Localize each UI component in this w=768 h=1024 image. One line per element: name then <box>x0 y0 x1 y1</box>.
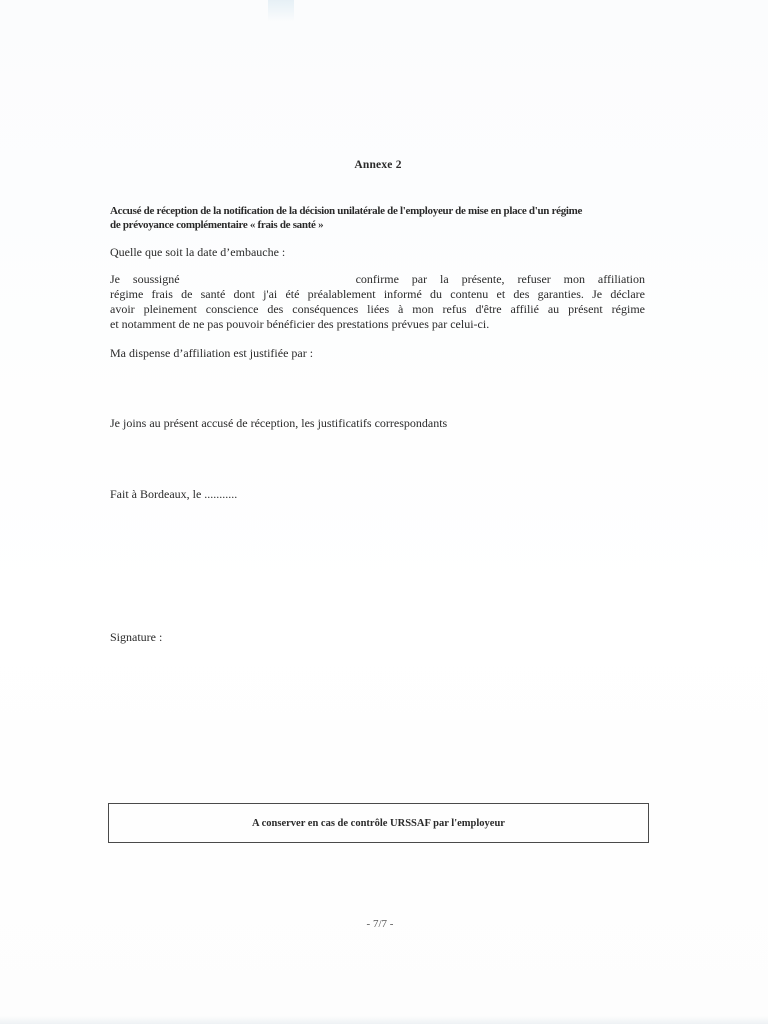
place-date-line: Fait à Bordeaux, le ........... <box>110 487 238 501</box>
urssaf-note-text: A conserver en cas de contrôle URSSAF par l'employeur <box>252 817 505 829</box>
paragraph-line-2: régime frais de santé dont j'ai été préalablement informé du contenu et des garanties. Je déclare <box>110 287 645 301</box>
heading-line-1: Accusé de réception de la notification de la décision unilatérale de l'employeur de mise en place d'un régime <box>110 205 583 217</box>
urssaf-note-box <box>108 803 649 843</box>
exemption-line: Ma dispense d’affiliation est justifiée par : <box>110 346 314 360</box>
page-number: - 7/7 - <box>366 918 394 930</box>
attachments-line: Je joins au présent accusé de réception, les justificatifs correspondants <box>110 416 448 430</box>
paragraph-line-1 <box>110 272 645 287</box>
document-heading <box>110 204 650 232</box>
refusal-paragraph <box>110 272 645 332</box>
paragraph-line-3: avoir pleinement conscience des conséquences liées à mon refus d'être affilié au présent régime <box>110 302 645 316</box>
hire-date-line: Quelle que soit la date d’embauche : <box>110 245 286 259</box>
heading-line-2: de prévoyance complémentaire « frais de santé » <box>110 219 324 231</box>
scan-edge <box>0 1016 768 1024</box>
signature-label: Signature : <box>110 630 163 644</box>
signer-label: Je soussigné <box>110 272 180 286</box>
scan-artifact <box>268 0 294 22</box>
paragraph-line-4: et notamment de ne pas pouvoir bénéficier des prestations prévues par celui-ci. <box>110 317 490 331</box>
paragraph-line-1-rest: confirme par la présente, refuser mon affiliation <box>355 272 646 286</box>
annex-title: Annexe 2 <box>354 159 402 171</box>
